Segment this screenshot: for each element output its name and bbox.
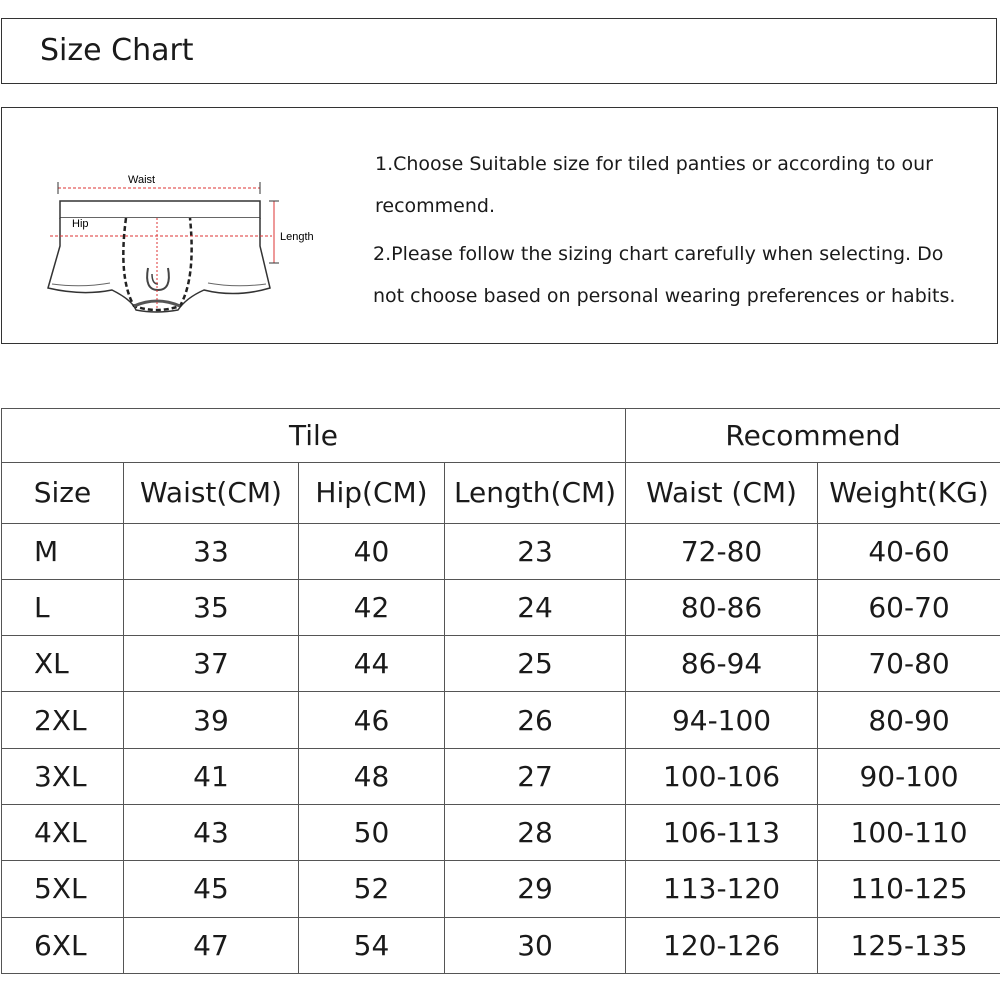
table-cell: 5XL	[2, 861, 124, 917]
waist-label: Waist	[128, 174, 156, 186]
table-cell: 29	[445, 861, 626, 917]
briefs-diagram	[40, 138, 330, 318]
table-cell: 43	[124, 805, 299, 861]
table-cell: 45	[124, 861, 299, 917]
table-cell: 4XL	[2, 805, 124, 861]
table-cell: 40-60	[818, 523, 1000, 579]
table-row	[2, 579, 1000, 635]
table-cell: 100-106	[626, 748, 818, 804]
table-row	[2, 636, 1000, 692]
table-cell: 80-86	[626, 579, 818, 635]
table-cell: 120-126	[626, 917, 818, 973]
length-label: Length	[280, 231, 314, 243]
page-title: Size Chart	[40, 33, 194, 68]
column-header: Weight(KG)	[818, 463, 1000, 523]
table-cell: 28	[445, 805, 626, 861]
table-cell: 27	[445, 748, 626, 804]
table-cell: 46	[299, 692, 445, 748]
table-cell: 72-80	[626, 523, 818, 579]
table-cell: 110-125	[818, 861, 1000, 917]
table-cell: 80-90	[818, 692, 1000, 748]
column-header: Size	[2, 463, 124, 523]
table-cell: 24	[445, 579, 626, 635]
table-row	[2, 523, 1000, 579]
table-group-header	[2, 409, 1000, 463]
table-cell: 54	[299, 917, 445, 973]
table-cell: 3XL	[2, 748, 124, 804]
table-cell: 50	[299, 805, 445, 861]
size-chart-header	[1, 18, 997, 84]
table-cell: 42	[299, 579, 445, 635]
table-cell: 25	[445, 636, 626, 692]
table-cell: 48	[299, 748, 445, 804]
table-cell: 125-135	[818, 917, 1000, 973]
table-cell: 30	[445, 917, 626, 973]
info-panel	[1, 107, 998, 344]
table-cell: 44	[299, 636, 445, 692]
table-cell: M	[2, 523, 124, 579]
table-cell: 41	[124, 748, 299, 804]
note-1-line-2: recommend.	[375, 195, 496, 217]
table-cell: 60-70	[818, 579, 1000, 635]
table-cell: 23	[445, 523, 626, 579]
table-row	[2, 748, 1000, 804]
table-cell: 90-100	[818, 748, 1000, 804]
table-cell: 37	[124, 636, 299, 692]
table-cell: 70-80	[818, 636, 1000, 692]
table-cell: 39	[124, 692, 299, 748]
table-cell: 33	[124, 523, 299, 579]
group-recommend: Recommend	[626, 409, 1000, 463]
table-cell: 113-120	[626, 861, 818, 917]
column-header: Waist(CM)	[124, 463, 299, 523]
note-2-line-1: 2.Please follow the sizing chart carefully when selecting. Do	[373, 243, 944, 265]
table-row	[2, 692, 1000, 748]
column-header: Hip(CM)	[299, 463, 445, 523]
table-cell: 86-94	[626, 636, 818, 692]
group-tile: Tile	[2, 409, 626, 463]
table-cell: 40	[299, 523, 445, 579]
hip-label: Hip	[72, 218, 89, 230]
table-cell: 100-110	[818, 805, 1000, 861]
table-row	[2, 805, 1000, 861]
table-cell: 26	[445, 692, 626, 748]
table-cell: 106-113	[626, 805, 818, 861]
table-cell: 47	[124, 917, 299, 973]
note-1-line-1: 1.Choose Suitable size for tiled panties or according to our	[375, 153, 933, 175]
table-cell: 35	[124, 579, 299, 635]
table-cell: XL	[2, 636, 124, 692]
table-cell: 2XL	[2, 692, 124, 748]
table-cell: L	[2, 579, 124, 635]
column-header: Waist (CM)	[626, 463, 818, 523]
table-cell: 94-100	[626, 692, 818, 748]
table-cell: 52	[299, 861, 445, 917]
table-cell: 6XL	[2, 917, 124, 973]
table-column-header	[2, 463, 1000, 523]
note-2-line-2: not choose based on personal wearing preferences or habits.	[373, 285, 956, 307]
column-header: Length(CM)	[445, 463, 626, 523]
size-table	[1, 408, 1000, 974]
table-row	[2, 861, 1000, 917]
table-row	[2, 917, 1000, 973]
